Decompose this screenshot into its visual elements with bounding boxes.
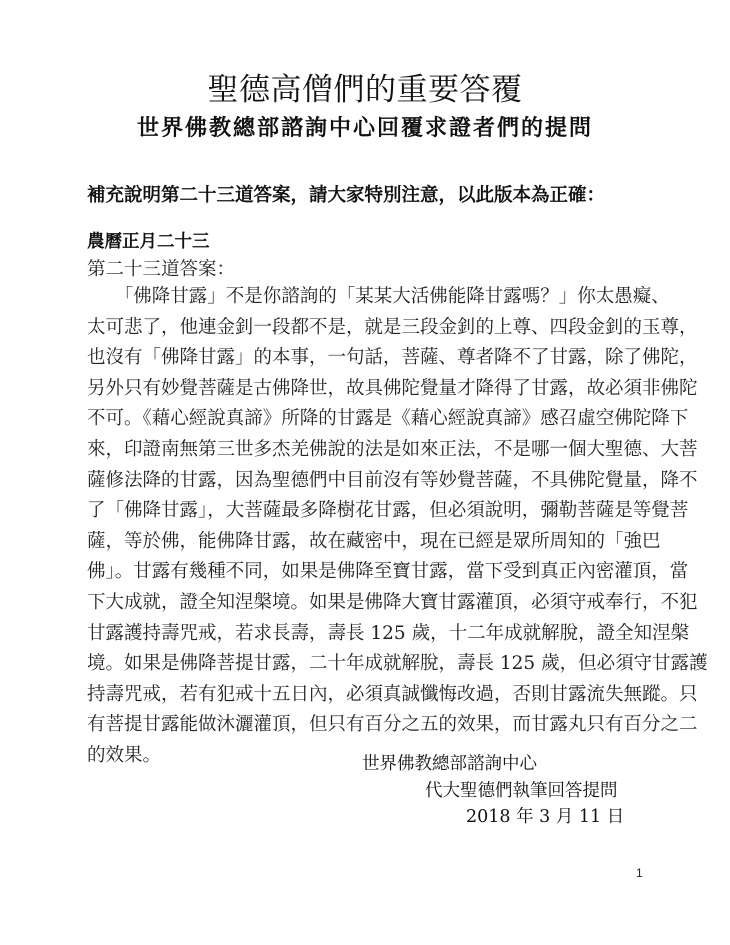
signature-date: 2018 年 3 月 11 日 (466, 807, 625, 827)
body-line: 太可悲了，他連金釗一段都不是，就是三段金釗的上尊、四段金釗的玉尊， (87, 316, 698, 338)
signature-role: 代大聖德們執筆回答提問 (425, 781, 618, 801)
body-line: 佛」。甘露有幾種不同，如果是佛降至寶甘露，當下受到真正內密灌頂，當 (87, 561, 689, 583)
body-line: 不可。《藉心經說真諦》所降的甘露是《藉心經說真諦》感召虛空佛陀降下 (87, 408, 689, 430)
answer-label: 第二十三道答案： (87, 259, 236, 280)
body-line: 持壽咒戒，若有犯戒十五日內，必須真誠懺悔改過，否則甘露流失無蹤。只 (87, 683, 698, 705)
body-line: 境。如果是佛降菩提甘露，二十年成就解脫，壽長 125 歲，但必須守甘露護 (87, 653, 708, 675)
body-line: 下大成就，證全知涅槃境。如果是佛降大寶甘露灌頂，必須守戒奉行，不犯 (87, 591, 698, 613)
signature-organization: 世界佛教總部諮詢中心 (362, 754, 537, 774)
body-line: 「佛降甘露」不是你諮詢的「某某大活佛能降甘露嗎？」你太愚癡、 (87, 286, 670, 307)
body-line: 也沒有「佛降甘露」的本事，一句話，菩薩、尊者降不了甘露，除了佛陀， (87, 347, 698, 369)
lunar-date: 農曆正月二十三 (87, 232, 210, 252)
body-line: 另外只有妙覺菩薩是古佛降世，故具佛陀覺量才降得了甘露，故必須非佛陀 (87, 377, 698, 399)
document-subtitle: 世界佛教總部諮詢中心回覆求證者們的提問 (136, 115, 593, 141)
body-line: 來，印證南無第三世多杰羌佛說的法是如來正法，不是哪一個大聖德、大菩 (87, 438, 698, 460)
body-line: 的效果。 (87, 744, 162, 766)
document-title: 聖德高僧們的重要答覆 (207, 72, 523, 108)
body-line: 薩，等於佛，能佛降甘露，故在藏密中，現在已經是眾所周知的「強巴 (87, 530, 661, 552)
body-line: 了「佛降甘露」，大菩薩最多降樹花甘露，但必須說明，彌勒菩薩是等覺菩 (87, 500, 689, 522)
correction-notice: 補充說明第二十三道答案，請大家特別注意，以此版本為正確： (87, 185, 606, 206)
body-line: 薩修法降的甘露，因為聖德們中目前沒有等妙覺菩薩，不具佛陀覺量，降不 (87, 469, 698, 491)
body-line: 甘露護持壽咒戒，若求長壽，壽長 125 歲，十二年成就解脫，證全知涅槃 (87, 622, 690, 644)
page-number: 1 (636, 866, 643, 880)
answer-body (87, 282, 708, 772)
body-line: 有菩提甘露能做沐灑灌頂，但只有百分之五的效果，而甘露丸只有百分之二 (87, 714, 698, 736)
